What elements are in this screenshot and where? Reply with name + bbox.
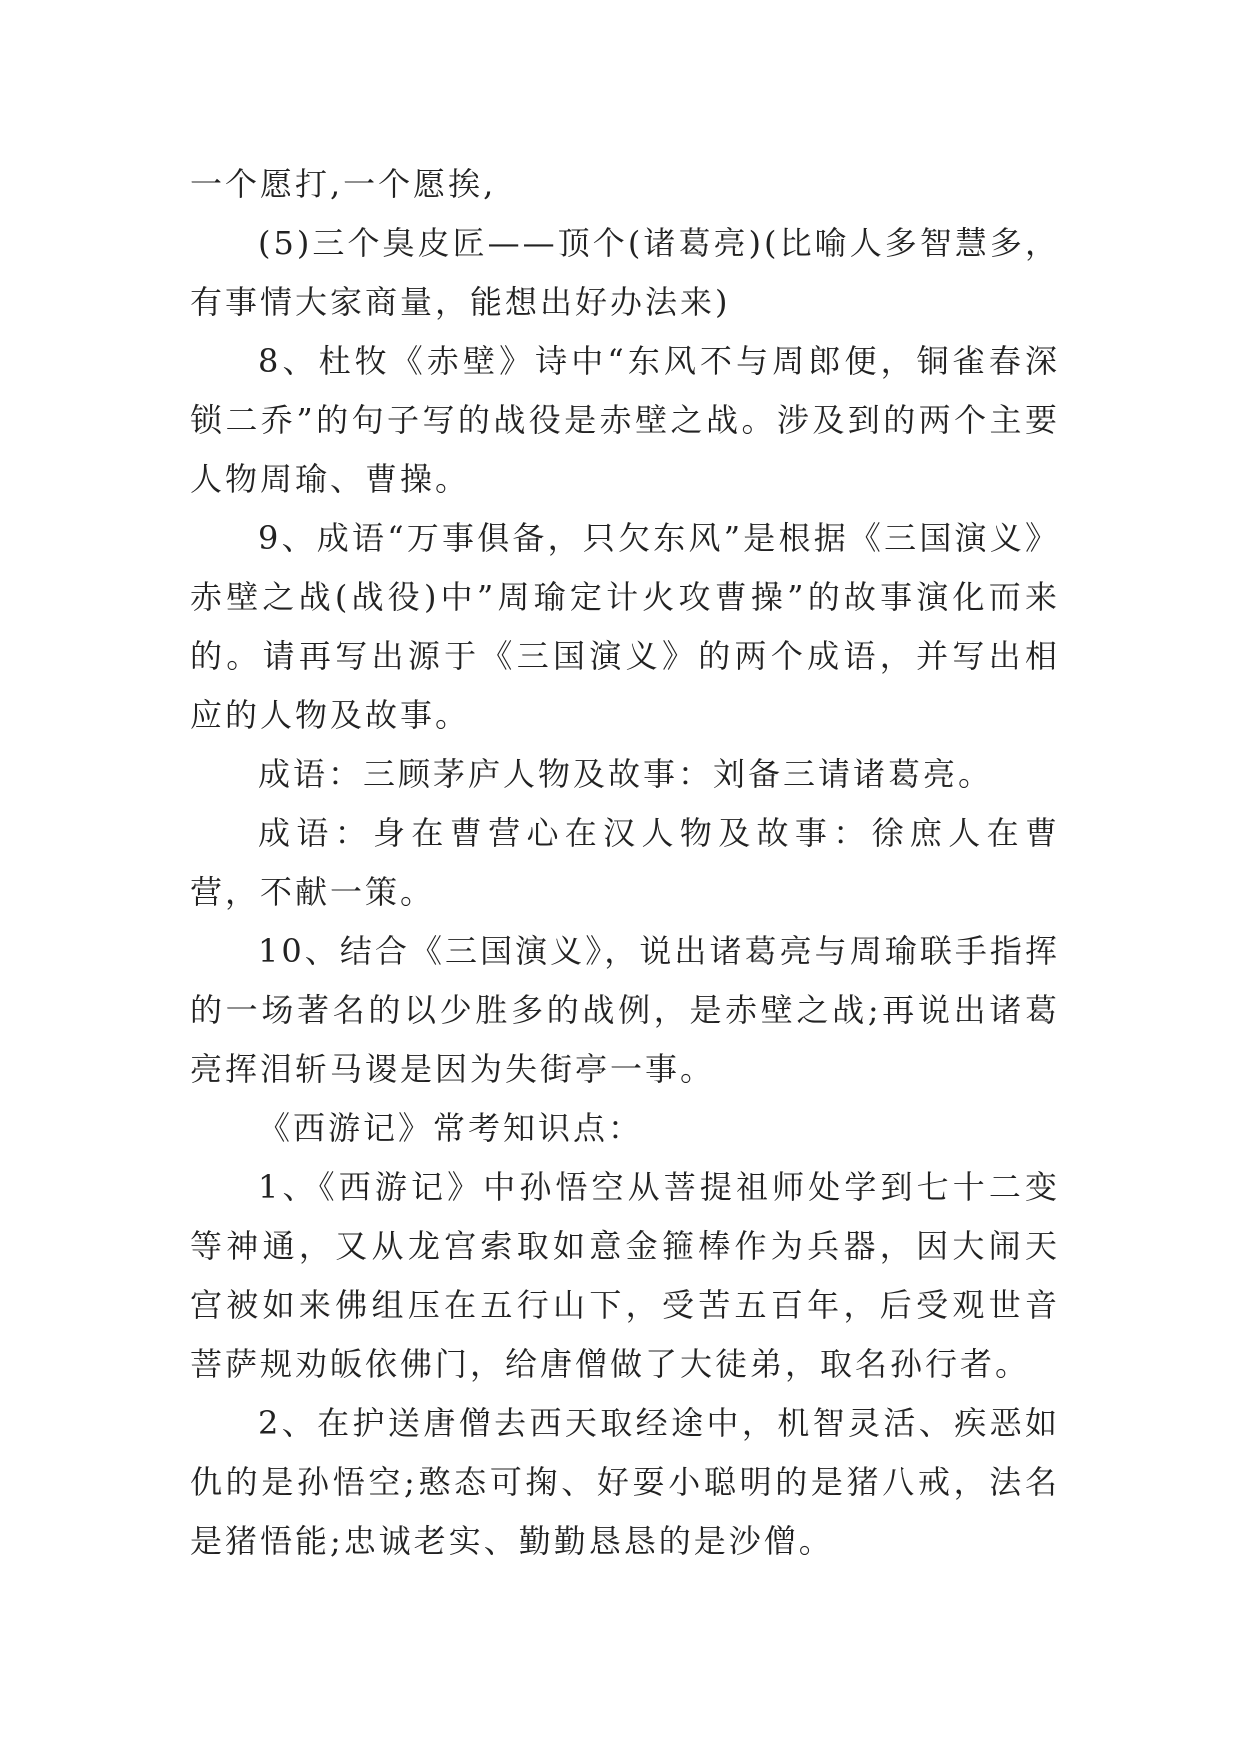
paragraph-3: 8、杜牧《赤壁》诗中“东风不与周郎便，铜雀春深锁二乔”的句子写的战役是赤壁之战。涉及到的两个主要人物周瑜、曹操。 bbox=[190, 342, 1060, 498]
paragraph-9: 1、《西游记》中孙悟空从菩提祖师处学到七十二变等神通，又从龙宫索取如意金箍棒作为兵器，因大闹天宫被如来佛组压在五行山下，受苦五百年，后受观世音菩萨规劝皈依佛门，给唐僧做了大徒弟，取名孙行者。 bbox=[190, 1168, 1060, 1383]
paragraph-8: 《西游记》常考知识点： bbox=[258, 1109, 644, 1147]
paragraph-2: (5)三个臭皮匠——顶个(诸葛亮)(比喻人多智慧多，有事情大家商量，能想出好办法来) bbox=[190, 224, 1060, 321]
paragraph-4: 9、成语“万事俱备，只欠东风”是根据《三国演义》赤壁之战(战役)中”周瑜定计火攻曹操”的故事演化而来的。请再写出源于《三国演义》的两个成语，并写出相应的人物及故事。 bbox=[190, 519, 1060, 734]
paragraph-6: 成语：身在曹营心在汉人物及故事：徐庶人在曹营，不献一策。 bbox=[190, 814, 1060, 911]
paragraph-5: 成语：三顾茅庐人物及故事：刘备三请诸葛亮。 bbox=[258, 755, 994, 793]
paragraph-7: 10、结合《三国演义》，说出诸葛亮与周瑜联手指挥的一场著名的以少胜多的战例，是赤壁之战;再说出诸葛亮挥泪斩马谡是因为失街亭一事。 bbox=[190, 932, 1060, 1088]
paragraph-1: 一个愿打,一个愿挨, bbox=[190, 165, 497, 203]
document-body bbox=[190, 155, 1060, 1571]
paragraph-10: 2、在护送唐僧去西天取经途中，机智灵活、疾恶如仇的是孙悟空;憨态可掬、好耍小聪明的是猪八戒，法名是猪悟能;忠诚老实、勤勤恳恳的是沙僧。 bbox=[190, 1404, 1060, 1560]
